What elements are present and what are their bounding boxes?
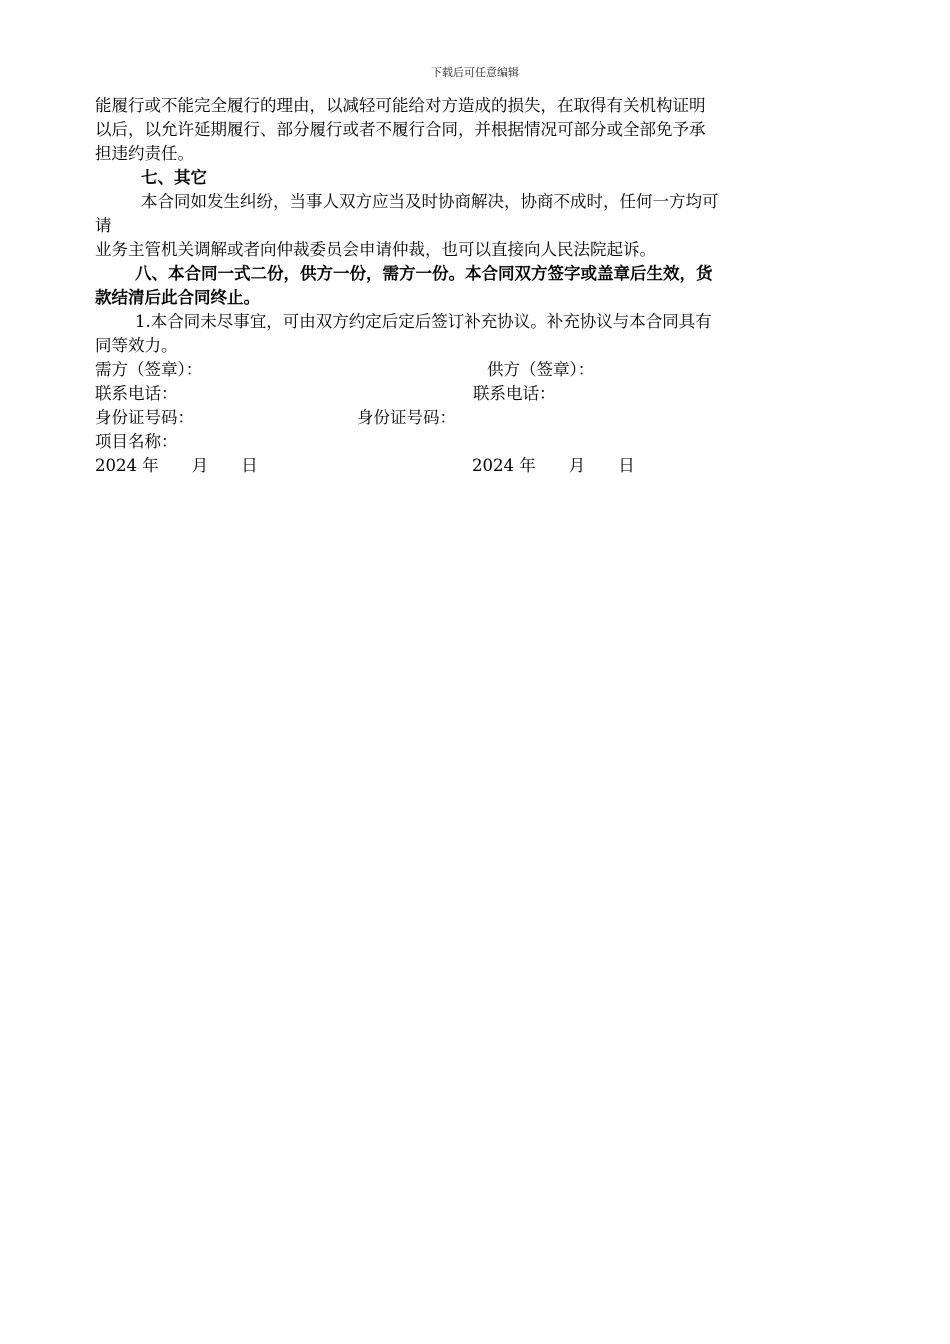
seller-seal-label: 供方（签章）：	[487, 360, 595, 379]
buyer-seal-label: 需方（签章）：	[95, 360, 203, 379]
section-8-title: 八、本合同一式二份，供方一份，需方一份。本合同双方签字或盖章后生效，货	[135, 264, 713, 283]
paragraph-line: 1.本合同未尽事宜，可由双方约定后定后签订补充协议。补充协议与本合同具有	[135, 312, 712, 331]
buyer-phone-label: 联系电话：	[95, 384, 178, 403]
signature-row-seal	[95, 358, 825, 382]
paragraph-line: 担违约责任。	[95, 144, 194, 163]
signature-row-id	[95, 406, 825, 430]
buyer-date: 2024 年 月 日	[95, 456, 258, 475]
paragraph-line: 业务主管机关调解或者向仲裁委员会申请仲裁，也可以直接向人民法院起诉。	[95, 240, 656, 259]
header-note: 下载后可任意编辑	[431, 66, 519, 79]
paragraph-line: 请	[95, 216, 112, 235]
paragraph-line: 本合同如发生纠纷，当事人双方应当及时协商解决，协商不成时，任何一方均可	[141, 192, 719, 211]
signature-row-date	[95, 454, 825, 478]
seller-phone-label: 联系电话：	[473, 384, 556, 403]
seller-date: 2024 年 月 日	[472, 456, 635, 475]
section-7-title: 七、其它	[141, 168, 207, 187]
paragraph-line: 同等效力。	[95, 336, 178, 355]
paragraph-line: 以后，以允许延期履行、部分履行或者不履行合同，并根据情况可部分或全部免予承	[95, 120, 706, 139]
signature-row-project	[95, 430, 825, 454]
seller-id-label: 身份证号码：	[357, 408, 456, 427]
project-name-label: 项目名称：	[95, 432, 178, 451]
buyer-id-label: 身份证号码：	[95, 408, 194, 427]
contract-body	[95, 94, 825, 478]
signature-row-phone	[95, 382, 825, 406]
section-8-continued: 款结清后此合同终止。	[95, 288, 260, 307]
paragraph-line: 能履行或不能完全履行的理由，以减轻可能给对方造成的损失，在取得有关机构证明	[95, 96, 706, 115]
